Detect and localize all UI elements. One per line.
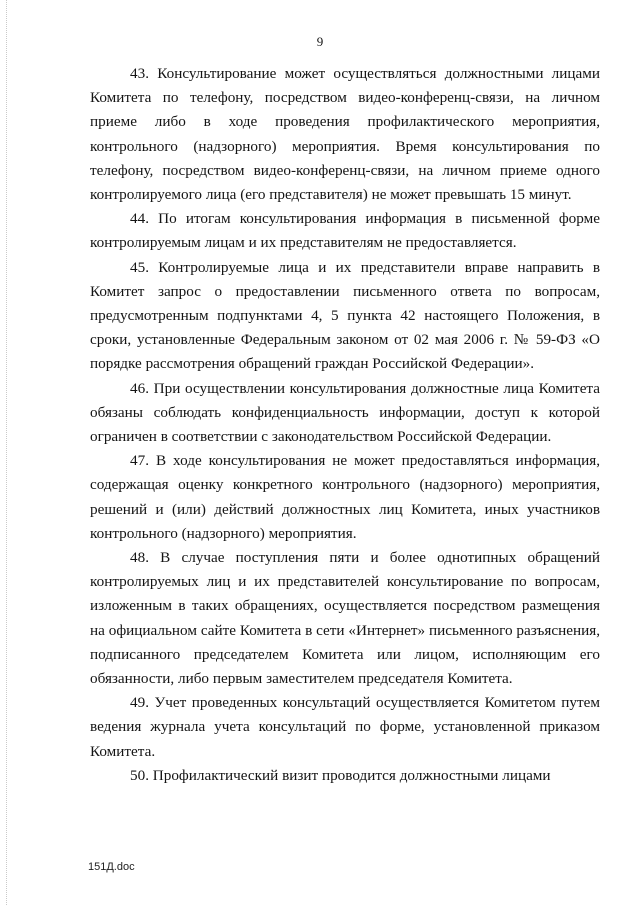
file-name-footer: 151Д.doc [88,861,135,873]
paragraph-47: 47. В ходе консультирования не может предоставляться информация, содержащая оценку конкретного контрольного (надзорного) мероприятия, решений и (или) действий должностных лиц Комитета, иных участников контрольного (надзорного) мероприятия. [90,452,600,542]
paragraph-44: 44. По итогам консультирования информация в письменной форме контролируемым лицам и их представителям не предоставляется. [90,210,600,252]
scan-edge-line [6,0,7,905]
paragraph-49: 49. Учет проведенных консультаций осуществляется Комитетом путем ведения журнала учета консультаций по форме, установленной приказом Комитета. [90,694,600,760]
paragraph-50: 50. Профилактический визит проводится должностными лицами [130,766,551,784]
page-number: 9 [316,34,324,49]
paragraph-43: 43. Консультирование может осуществляться должностными лицами Комитета по телефону, посредством видео-конференц-связи, на личном приеме либо в ходе проведения профилактического мероприятия, контрольного (надзорного) мероприятия. Время консультирования по телефону, посредством видео-конференц-связи, на личном приеме одного контролируемого лица (его представителя) не может превышать 15 минут. [90,65,600,204]
paragraph-46: 46. При осуществлении консультирования должностные лица Комитета обязаны соблюдать конфиденциальность информации, доступ к которой ограничен в соответствии с законодательством Российской Федерации. [90,379,600,446]
paragraph-45: 45. Контролируемые лица и их представители вправе направить в Комитет запрос о предоставлении письменного ответа по вопросам, предусмотренным подпунктами 4, 5 пункта 42 настоящего Положения, в сроки, установленные Федеральным законом от 02 мая 2006 г. № 59-ФЗ «О порядке рассмотрения обращений граждан Российской Федерации». [90,258,600,373]
document-body [90,62,600,788]
paragraph-48: 48. В случае поступления пяти и более однотипных обращений контролируемых лиц и их представителей консультирование по вопросам, изложенным в таких обращениях, осуществляется посредством размещения на официальном сайте Комитета в сети «Интернет» письменного разъяснения, подписанного председателем Комитета или лицом, исполняющим его обязанности, либо первым заместителем председателя Комитета. [90,549,600,688]
